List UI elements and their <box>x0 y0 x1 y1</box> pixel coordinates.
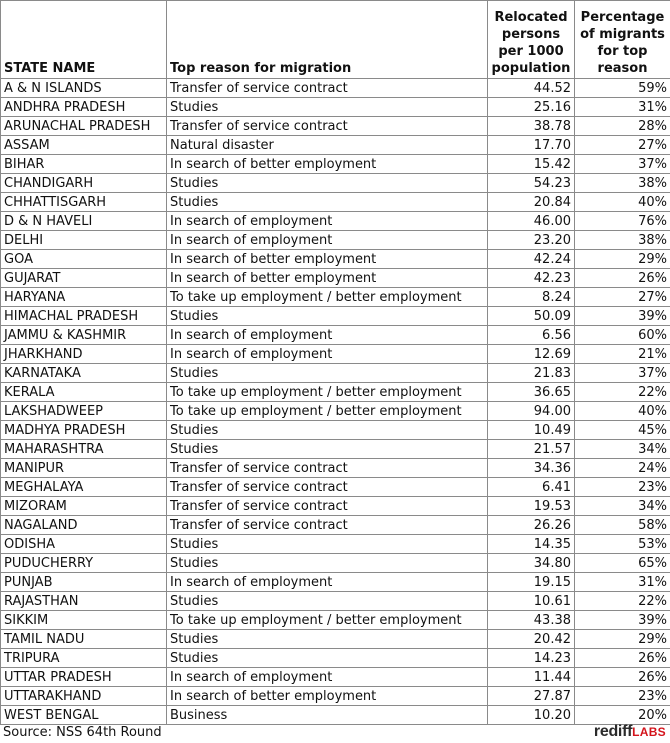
cell-relocated-per-1000: 25.16 <box>488 98 575 117</box>
table-row <box>1 345 670 364</box>
header-relocated-line: Relocated <box>494 10 568 25</box>
cell-top-reason: Business <box>167 706 488 725</box>
cell-percentage: 27% <box>575 136 670 155</box>
cell-percentage: 45% <box>575 421 670 440</box>
table-row <box>1 649 670 668</box>
cell-state-name: WEST BENGAL <box>1 706 167 725</box>
cell-relocated-per-1000: 21.83 <box>488 364 575 383</box>
cell-percentage: 23% <box>575 478 670 497</box>
table-row <box>1 250 670 269</box>
table-row <box>1 554 670 573</box>
cell-top-reason: In search of better employment <box>167 155 488 174</box>
header-state-name: STATE NAME <box>1 1 167 79</box>
cell-percentage: 37% <box>575 364 670 383</box>
table-row <box>1 421 670 440</box>
cell-percentage: 26% <box>575 668 670 687</box>
cell-top-reason: To take up employment / better employment <box>167 611 488 630</box>
cell-relocated-per-1000: 11.44 <box>488 668 575 687</box>
cell-percentage: 23% <box>575 687 670 706</box>
cell-top-reason: To take up employment / better employment <box>167 288 488 307</box>
cell-percentage: 37% <box>575 155 670 174</box>
cell-percentage: 60% <box>575 326 670 345</box>
header-relocated-line: persons <box>501 27 561 42</box>
cell-percentage: 26% <box>575 269 670 288</box>
cell-state-name: HIMACHAL PRADESH <box>1 307 167 326</box>
cell-top-reason: To take up employment / better employment <box>167 402 488 421</box>
cell-relocated-per-1000: 19.53 <box>488 497 575 516</box>
cell-relocated-per-1000: 15.42 <box>488 155 575 174</box>
header-percentage <box>575 1 670 79</box>
cell-percentage: 29% <box>575 250 670 269</box>
cell-relocated-per-1000: 6.56 <box>488 326 575 345</box>
table-row <box>1 592 670 611</box>
table-row <box>1 231 670 250</box>
cell-top-reason: Studies <box>167 554 488 573</box>
cell-relocated-per-1000: 10.61 <box>488 592 575 611</box>
cell-top-reason: Studies <box>167 98 488 117</box>
cell-top-reason: Studies <box>167 174 488 193</box>
cell-relocated-per-1000: 17.70 <box>488 136 575 155</box>
cell-relocated-per-1000: 26.26 <box>488 516 575 535</box>
cell-relocated-per-1000: 46.00 <box>488 212 575 231</box>
cell-percentage: 40% <box>575 402 670 421</box>
cell-relocated-per-1000: 54.23 <box>488 174 575 193</box>
cell-state-name: MANIPUR <box>1 459 167 478</box>
cell-relocated-per-1000: 27.87 <box>488 687 575 706</box>
table-row <box>1 98 670 117</box>
cell-percentage: 31% <box>575 573 670 592</box>
cell-percentage: 27% <box>575 288 670 307</box>
cell-relocated-per-1000: 34.36 <box>488 459 575 478</box>
cell-percentage: 38% <box>575 231 670 250</box>
table-body <box>1 79 670 725</box>
cell-percentage: 39% <box>575 611 670 630</box>
brand-sub: LABS <box>632 725 666 739</box>
cell-state-name: GOA <box>1 250 167 269</box>
table-row <box>1 611 670 630</box>
cell-top-reason: Transfer of service contract <box>167 459 488 478</box>
cell-relocated-per-1000: 10.20 <box>488 706 575 725</box>
cell-percentage: 22% <box>575 383 670 402</box>
cell-percentage: 22% <box>575 592 670 611</box>
table-row <box>1 117 670 136</box>
cell-relocated-per-1000: 14.23 <box>488 649 575 668</box>
table-row <box>1 706 670 725</box>
cell-top-reason: In search of better employment <box>167 687 488 706</box>
cell-relocated-per-1000: 21.57 <box>488 440 575 459</box>
footer <box>0 724 670 743</box>
table-row <box>1 364 670 383</box>
cell-relocated-per-1000: 10.49 <box>488 421 575 440</box>
cell-relocated-per-1000: 14.35 <box>488 535 575 554</box>
cell-relocated-per-1000: 36.65 <box>488 383 575 402</box>
cell-top-reason: Studies <box>167 535 488 554</box>
rediff-labs-logo <box>594 723 666 741</box>
cell-percentage: 39% <box>575 307 670 326</box>
cell-state-name: SIKKIM <box>1 611 167 630</box>
cell-top-reason: Studies <box>167 193 488 212</box>
table-row <box>1 326 670 345</box>
cell-relocated-per-1000: 50.09 <box>488 307 575 326</box>
cell-relocated-per-1000: 42.23 <box>488 269 575 288</box>
cell-state-name: CHANDIGARH <box>1 174 167 193</box>
cell-state-name: RAJASTHAN <box>1 592 167 611</box>
cell-state-name: GUJARAT <box>1 269 167 288</box>
cell-state-name: UTTAR PRADESH <box>1 668 167 687</box>
cell-top-reason: Transfer of service contract <box>167 497 488 516</box>
cell-top-reason: Studies <box>167 649 488 668</box>
cell-percentage: 59% <box>575 79 670 98</box>
cell-top-reason: Studies <box>167 630 488 649</box>
cell-relocated-per-1000: 43.38 <box>488 611 575 630</box>
table-row <box>1 516 670 535</box>
cell-state-name: ASSAM <box>1 136 167 155</box>
cell-percentage: 40% <box>575 193 670 212</box>
cell-top-reason: Studies <box>167 421 488 440</box>
cell-state-name: DELHI <box>1 231 167 250</box>
cell-percentage: 53% <box>575 535 670 554</box>
cell-percentage: 34% <box>575 440 670 459</box>
cell-top-reason: In search of better employment <box>167 250 488 269</box>
brand-main: rediff <box>593 723 633 740</box>
cell-top-reason: To take up employment / better employment <box>167 383 488 402</box>
header-relocated <box>488 1 575 79</box>
cell-relocated-per-1000: 23.20 <box>488 231 575 250</box>
cell-percentage: 65% <box>575 554 670 573</box>
cell-state-name: UTTARAKHAND <box>1 687 167 706</box>
table-row <box>1 630 670 649</box>
table-row <box>1 478 670 497</box>
cell-top-reason: In search of employment <box>167 345 488 364</box>
header-percentage-line: Percentage <box>580 10 665 25</box>
cell-top-reason: In search of employment <box>167 231 488 250</box>
table-row <box>1 174 670 193</box>
cell-state-name: MEGHALAYA <box>1 478 167 497</box>
table-row <box>1 497 670 516</box>
cell-state-name: MADHYA PRADESH <box>1 421 167 440</box>
cell-top-reason: Natural disaster <box>167 136 488 155</box>
header-row <box>1 1 670 79</box>
cell-state-name: ODISHA <box>1 535 167 554</box>
header-relocated-line: population <box>491 61 571 76</box>
cell-relocated-per-1000: 20.84 <box>488 193 575 212</box>
cell-state-name: LAKSHADWEEP <box>1 402 167 421</box>
cell-percentage: 34% <box>575 497 670 516</box>
cell-percentage: 21% <box>575 345 670 364</box>
cell-top-reason: In search of employment <box>167 326 488 345</box>
cell-state-name: D & N HAVELI <box>1 212 167 231</box>
cell-relocated-per-1000: 20.42 <box>488 630 575 649</box>
cell-relocated-per-1000: 34.80 <box>488 554 575 573</box>
cell-relocated-per-1000: 6.41 <box>488 478 575 497</box>
cell-top-reason: Studies <box>167 364 488 383</box>
cell-percentage: 28% <box>575 117 670 136</box>
cell-top-reason: In search of better employment <box>167 269 488 288</box>
table-row <box>1 212 670 231</box>
table-row <box>1 573 670 592</box>
cell-state-name: KARNATAKA <box>1 364 167 383</box>
cell-top-reason: In search of employment <box>167 668 488 687</box>
header-percentage-line: for top <box>597 44 648 59</box>
cell-state-name: NAGALAND <box>1 516 167 535</box>
cell-state-name: TAMIL NADU <box>1 630 167 649</box>
cell-percentage: 24% <box>575 459 670 478</box>
header-percentage-line: reason <box>597 61 648 76</box>
cell-state-name: PUNJAB <box>1 573 167 592</box>
cell-relocated-per-1000: 44.52 <box>488 79 575 98</box>
cell-top-reason: Studies <box>167 592 488 611</box>
cell-percentage: 76% <box>575 212 670 231</box>
cell-relocated-per-1000: 19.15 <box>488 573 575 592</box>
cell-state-name: KERALA <box>1 383 167 402</box>
table-row <box>1 459 670 478</box>
table-row <box>1 307 670 326</box>
table-row <box>1 155 670 174</box>
cell-state-name: CHHATTISGARH <box>1 193 167 212</box>
header-relocated-line: per 1000 <box>498 44 564 59</box>
cell-state-name: JHARKHAND <box>1 345 167 364</box>
header-top-reason: Top reason for migration <box>167 1 488 79</box>
table-row <box>1 136 670 155</box>
header-percentage-line: of migrants <box>580 27 665 42</box>
cell-state-name: MIZORAM <box>1 497 167 516</box>
source-note: Source: NSS 64th Round <box>3 725 162 740</box>
cell-state-name: ARUNACHAL PRADESH <box>1 117 167 136</box>
cell-top-reason: In search of employment <box>167 573 488 592</box>
cell-state-name: HARYANA <box>1 288 167 307</box>
cell-state-name: A & N ISLANDS <box>1 79 167 98</box>
cell-top-reason: Transfer of service contract <box>167 478 488 497</box>
cell-percentage: 20% <box>575 706 670 725</box>
cell-relocated-per-1000: 42.24 <box>488 250 575 269</box>
cell-top-reason: Studies <box>167 307 488 326</box>
table-row <box>1 193 670 212</box>
table-row <box>1 79 670 98</box>
cell-state-name: TRIPURA <box>1 649 167 668</box>
table-row <box>1 687 670 706</box>
table-row <box>1 440 670 459</box>
cell-state-name: ANDHRA PRADESH <box>1 98 167 117</box>
cell-percentage: 29% <box>575 630 670 649</box>
cell-percentage: 26% <box>575 649 670 668</box>
table-row <box>1 288 670 307</box>
table-row <box>1 269 670 288</box>
table-row <box>1 535 670 554</box>
cell-relocated-per-1000: 12.69 <box>488 345 575 364</box>
cell-state-name: PUDUCHERRY <box>1 554 167 573</box>
cell-top-reason: Studies <box>167 440 488 459</box>
cell-top-reason: Transfer of service contract <box>167 516 488 535</box>
cell-state-name: JAMMU & KASHMIR <box>1 326 167 345</box>
cell-percentage: 31% <box>575 98 670 117</box>
cell-relocated-per-1000: 94.00 <box>488 402 575 421</box>
cell-state-name: MAHARASHTRA <box>1 440 167 459</box>
cell-top-reason: Transfer of service contract <box>167 79 488 98</box>
table-row <box>1 383 670 402</box>
cell-percentage: 38% <box>575 174 670 193</box>
cell-relocated-per-1000: 8.24 <box>488 288 575 307</box>
table-row <box>1 668 670 687</box>
cell-top-reason: In search of employment <box>167 212 488 231</box>
cell-state-name: BIHAR <box>1 155 167 174</box>
cell-top-reason: Transfer of service contract <box>167 117 488 136</box>
cell-relocated-per-1000: 38.78 <box>488 117 575 136</box>
cell-percentage: 58% <box>575 516 670 535</box>
table-row <box>1 402 670 421</box>
